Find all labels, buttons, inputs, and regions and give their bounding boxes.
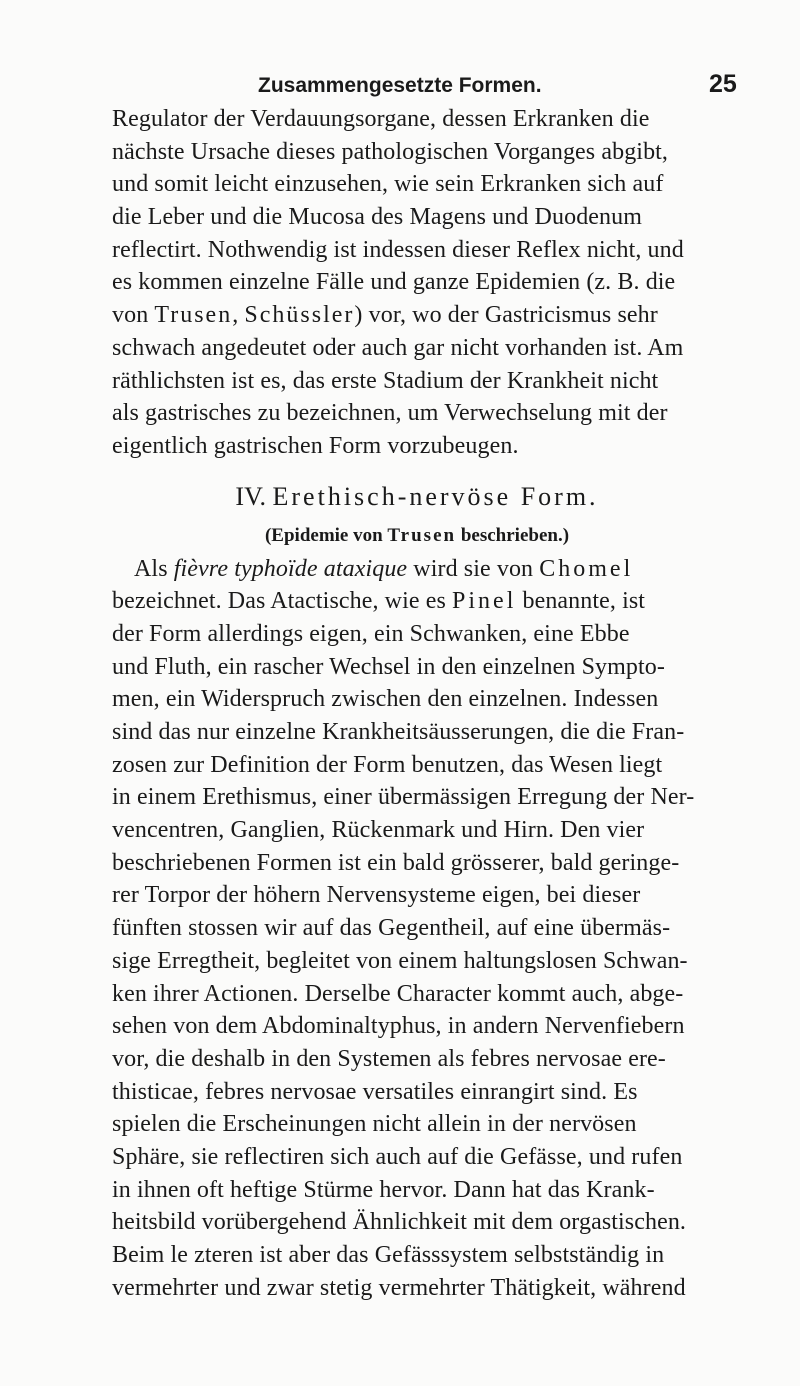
text-line: Beim le zteren ist aber das Gefässsystem selbstständig in — [112, 1242, 665, 1268]
text-line: eigentlich gastrischen Form vorzubeugen. — [112, 432, 519, 459]
text-line: die Leber und die Mucosa des Magens und Duodenum — [112, 204, 643, 231]
text-line: Regulator der Verdauungsorgane, dessen Erkranken die — [112, 106, 650, 132]
text-line: schwach angedeutet oder auch gar nicht vorhanden ist. Am — [112, 334, 684, 361]
text-line: Sphäre, sie reflectiren sich auch auf die Gefässe, und rufen — [112, 1143, 683, 1170]
text-run: beschrieben.) — [456, 524, 570, 546]
text-line: und Fluth, ein rascher Wechsel in den einzelnen Sympto- — [112, 653, 665, 680]
text-line: ken ihrer Actionen. Derselbe Character kommt auch, abge- — [112, 980, 684, 1007]
text-line: men, ein Widerspruch zwischen den einzelnen. Indessen — [112, 686, 659, 713]
text-line: in einem Erethismus, einer übermässigen Erregung der Ner- — [112, 784, 695, 811]
paragraph-1 — [112, 103, 722, 463]
author-name: Pinel — [452, 588, 517, 615]
text-line: der Form allerdings eigen, ein Schwanken, eine Ebbe — [112, 620, 630, 647]
text-run: bezeichnet. Das Atactische, wie es — [112, 588, 453, 615]
section-title: Erethisch-nervöse Form. — [272, 481, 599, 511]
section-heading — [112, 475, 722, 519]
text-line: in ihnen oft heftige Stürme hervor. Dann hat das Krank- — [112, 1176, 655, 1203]
text-line: vermehrter und zwar stetig vermehrter Thätigkeit, während — [112, 1274, 686, 1301]
italic-term: fièvre typhoïde ataxique — [173, 555, 408, 582]
author-name: Trusen — [387, 524, 457, 546]
text-line: zosen zur Definition der Form benutzen, das Wesen liegt — [112, 751, 663, 778]
text-line: rer Torpor der höhern Nervensysteme eigen, bei dieser — [112, 882, 641, 909]
page-body — [112, 103, 722, 1304]
section-subheading — [112, 519, 722, 553]
text-line: sehen von dem Abdominaltyphus, in andern Nervenfiebern — [112, 1013, 685, 1040]
text-line: es kommen einzelne Fälle und ganze Epidemien (z. B. die — [112, 269, 676, 296]
text-line: reflectirt. Nothwendig ist indessen dieser Reflex nicht, und — [112, 236, 684, 263]
text-line — [112, 553, 722, 586]
running-title: Zusammengesetzte Formen. — [258, 74, 542, 97]
text-run: wird sie von — [407, 555, 540, 582]
author-name: Schüssler — [244, 302, 355, 329]
running-header — [0, 70, 800, 104]
text-line: fünften stossen wir auf das Gegentheil, auf eine übermäs- — [112, 915, 671, 942]
text-line: thisticae, febres nervosae versatiles einrangirt sind. Es — [112, 1078, 638, 1105]
text-run: Als — [134, 555, 174, 582]
text-run: (Epidemie von — [264, 524, 388, 546]
text-line — [112, 299, 722, 332]
text-run: , — [232, 302, 245, 329]
author-name: Trusen — [154, 302, 233, 329]
text-run: von — [112, 302, 155, 329]
text-line: nächste Ursache dieses pathologischen Vorganges abgibt, — [112, 138, 669, 165]
page-number: 25 — [709, 70, 737, 98]
text-line: vor, die deshalb in den Systemen als febres nervosae ere- — [112, 1045, 666, 1072]
text-line: beschriebenen Formen ist ein bald grösserer, bald geringe- — [112, 849, 680, 876]
text-line: sind das nur einzelne Krankheitsäusserungen, die die Fran- — [112, 719, 685, 745]
text-line: räthlichsten ist es, das erste Stadium der Krankheit nicht — [112, 367, 659, 394]
text-run: ) vor, wo der Gastricismus sehr — [354, 302, 658, 329]
text-line: spielen die Erscheinungen nicht allein in der nervösen — [112, 1111, 637, 1138]
paragraph-2 — [112, 553, 722, 1305]
section-number: IV. — [235, 481, 273, 511]
text-line: als gastrisches zu bezeichnen, um Verwechselung mit der — [112, 400, 668, 427]
text-line: und somit leicht einzusehen, wie sein Erkranken sich auf — [112, 171, 664, 198]
author-name: Chomel — [539, 555, 634, 582]
text-run: benannte, ist — [516, 588, 646, 615]
text-line: sige Erregtheit, begleitet von einem haltungslosen Schwan- — [112, 947, 688, 974]
text-line: vencentren, Ganglien, Rückenmark und Hirn. Den vier — [112, 817, 645, 844]
text-line: heitsbild vorübergehend Ähnlichkeit mit dem orgastischen. — [112, 1209, 687, 1236]
text-line — [112, 585, 722, 618]
